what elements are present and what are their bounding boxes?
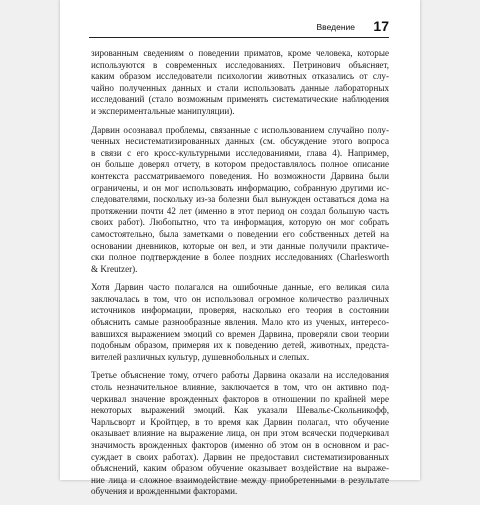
text-line: контекста рассматриваемого поведения. Но возможности Дарвина были [91,170,389,181]
text-line: Третье объяснение тому, отчего работы Дарвина оказали на исследования [91,370,389,381]
text-line: подобным образом, примеряя их к поведению детей, животных, предста- [91,340,389,351]
text-line: Хотя Дарвин часто полагался на ошибочные данные, его великая сила [91,282,389,293]
text-line: в связи с его кросс-культурными исследованиями, глава 4). Например, [91,147,389,158]
text-line: Дарвин осознавал проблемы, связанные с использованием случайно полу- [91,124,389,135]
paragraph [91,370,389,498]
text-line: объяснить самые разнообразные явления. Мало кто из ученых, интересо- [91,317,389,328]
text-line: объяснений, каким образом обучение оказывает воздействие на выраже- [91,463,389,474]
book-page [60,0,420,497]
running-title: Введение [316,22,355,32]
text-line: используются в современных исследованиях. Петринович объясняет, [91,59,389,70]
text-line: ски полное подтверждение в более поздних исследованиях (Charlesworth [91,252,389,263]
text-line: своих работ). Любопытно, что та информация, которую он мог собрать [91,217,389,228]
paragraph [91,282,389,363]
text-line: ние лица и сложное взаимодействие между приобретенными в результате [91,474,389,485]
text-line: следователями, поскольку из-за болезни был вынужден оставаться дома на [91,194,389,205]
paragraph [91,48,389,118]
text-line: самостоятельно, была заметками о поведении его собственных детей на [91,228,389,239]
text-line: основании дневников, которые он вел, и эти данные получили практиче- [91,240,389,251]
text-line: вавшихся выражением эмоций со времен Дарвина, проверяли свои теории [91,328,389,339]
paragraph [91,125,389,276]
text-line: столь незначительное влияние, заключается в том, что он активно под- [91,382,389,393]
text-line: заключалась в том, что он использовал огромное количество различных [91,293,389,304]
text-line: исследований (стало возможным применять систематические наблюдения [91,94,389,105]
text-line: каким образом исследователи психологии животных отказались от слу- [91,71,389,82]
text-line: Чарльсворт и Кройтцер, в то время как Дарвин полагал, что обучение [91,416,389,427]
text-line: черкивал значение врожденных факторов в отношении по крайней мере [91,393,389,404]
text-line: вителей различных культур, душевнобольных и слепых. [91,351,310,362]
text-line: зированным сведениям о поведении приматов, кроме человека, которые [91,48,389,58]
body-text [91,48,389,505]
text-line: некоторых выражений эмоций. Как указали Шевальє-Скольникофф, [91,405,389,416]
text-line: источников информации, проверяя, насколько его теория в состоянии [91,305,389,316]
text-line: & Kreutzer). [91,263,138,274]
text-line: обучения и врожденными факторами. [91,486,238,497]
text-line: и экспериментальные манипуляции). [91,105,235,116]
text-line: он больше доверял отчету, в котором предоставлялось полное описание [91,159,389,170]
text-line: чайно полученных данных и стали использовать данные лабораторных [91,82,389,93]
text-line: значимость врожденных факторов (именно об этом он в основном и рас- [91,440,389,450]
running-header [89,18,389,38]
text-line: протяжении почти 42 лет (именно в этот период он создал большую часть [91,205,389,216]
text-line: ченных несистематизированных данных (см. обсуждение этого вопроса [91,136,389,147]
text-line: оказывает влияние на выражение лица, он при этом всячески подчеркивал [91,428,389,439]
text-line: суждает в своих работах). Дарвин не предоставил систематизированных [91,451,389,462]
text-line: ограничены, и он мог использовать информацию, собранную другими ис- [91,182,389,193]
page-number: 17 [373,18,389,34]
